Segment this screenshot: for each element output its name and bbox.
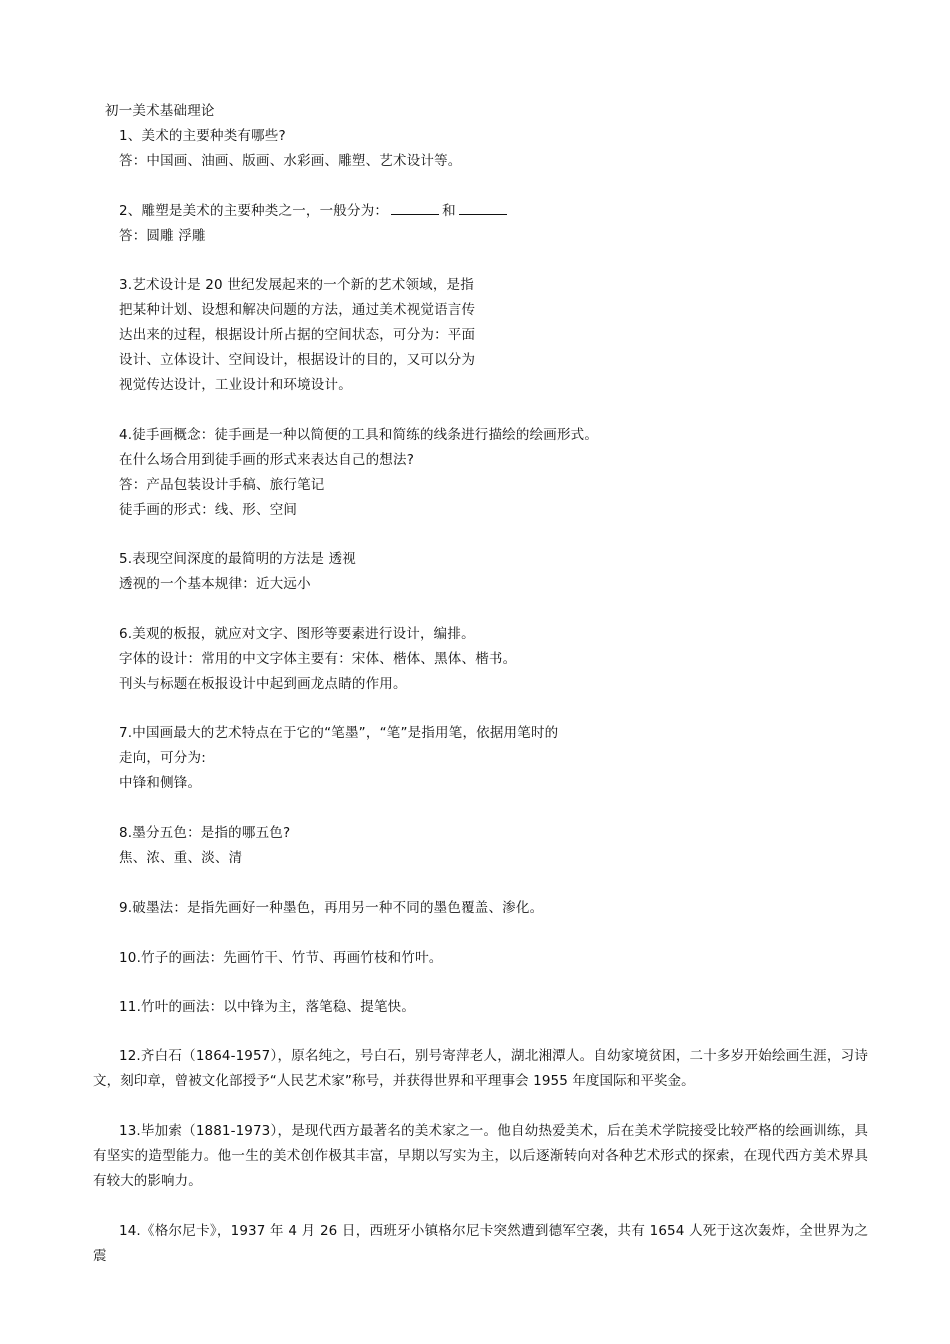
q2-question-start: 2、雕塑是美术的主要种类之一，一般分为： <box>119 203 389 219</box>
q2-answer: 答：圆雕 浮雕 <box>119 228 206 244</box>
q7-line: 7.中国画最大的艺术特点在于它的“笔墨”，“笔”是指用笔，依据用笔时的 <box>119 725 559 741</box>
q4-line: 在什么场合用到徒手画的形式来表达自己的想法? <box>119 452 415 468</box>
q12-paragraph <box>93 1044 868 1094</box>
q8-line: 8.墨分五色：是指的哪五色? <box>119 825 291 841</box>
q4-line: 徒手画的形式：线、形、空间 <box>119 502 298 518</box>
q11-text: 11.竹叶的画法：以中锋为主，落笔稳、提笔快。 <box>119 999 416 1015</box>
blank-line-1 <box>391 202 439 215</box>
q13-text: 13.毕加索（1881-1973），是现代西方最著名的美术家之一。他自幼热爱美术，后在美术学院接受比较严格的绘画训练，具有坚实的造型能力。他一生的美术创作极其丰富，早期以写实为主，以后逐渐转向对各种艺术形式的探索，在现代西方美术界具有较大的影响力。 <box>93 1123 868 1189</box>
q8-line: 焦、浓、重、淡、清 <box>119 850 243 866</box>
q10-text: 10.竹子的画法：先画竹干、竹节、再画竹枝和竹叶。 <box>119 950 443 966</box>
q3-line: 视觉传达设计，工业设计和环境设计。 <box>119 377 352 393</box>
q7-line: 走向，可分为: <box>119 750 206 766</box>
q2-question <box>119 201 510 221</box>
q3-line: 3.艺术设计是 20 世纪发展起来的一个新的艺术领域，是指 <box>119 277 474 293</box>
document-title: 初一美术基础理论 <box>105 103 215 119</box>
q14-text: 14.《格尔尼卡》，1937 年 4 月 26 日，西班牙小镇格尔尼卡突然遭到德军空袭，共有 1654 人死于这次轰炸，全世界为之震 <box>93 1223 868 1264</box>
q3-line: 把某种计划、设想和解决问题的方法，通过美术视觉语言传 <box>119 302 476 318</box>
q6-line: 刊头与标题在板报设计中起到画龙点睛的作用。 <box>119 676 407 692</box>
q3-line: 设计、立体设计、空间设计，根据设计的目的，又可以分为 <box>119 352 476 368</box>
q5-line: 5.表现空间深度的最简明的方法是 透视 <box>119 551 356 567</box>
q1-question: 1、美术的主要种类有哪些? <box>119 128 286 144</box>
q13-paragraph <box>93 1119 868 1194</box>
q2-question-and: 和 <box>442 203 456 219</box>
q4-line: 4.徒手画概念：徒手画是一种以简便的工具和简练的线条进行描绘的绘画形式。 <box>119 427 599 443</box>
q1-answer: 答：中国画、油画、版画、水彩画、雕塑、艺术设计等。 <box>119 153 462 169</box>
q6-line: 字体的设计：常用的中文字体主要有：宋体、楷体、黑体、楷书。 <box>119 651 517 667</box>
q12-text: 12.齐白石（1864-1957），原名纯之，号白石，别号寄萍老人，湖北湘潭人。自幼家境贫困，二十多岁开始绘画生涯，习诗文，刻印章，曾被文化部授予“人民艺术家”称号，并获得世界和平理事会 1955 年度国际和平奖金。 <box>93 1048 868 1089</box>
q3-line: 达出来的过程，根据设计所占据的空间状态，可分为：平面 <box>119 327 476 343</box>
q14-paragraph <box>93 1219 868 1264</box>
blank-line-2 <box>459 202 507 215</box>
q5-line: 透视的一个基本规律：近大远小 <box>119 576 311 592</box>
q6-line: 6.美观的板报，就应对文字、图形等要素进行设计，编排。 <box>119 626 475 642</box>
q9-text: 9.破墨法：是指先画好一种墨色，再用另一种不同的墨色覆盖、渗化。 <box>119 900 544 916</box>
q7-line: 中锋和侧锋。 <box>119 775 202 791</box>
q4-line: 答：产品包装设计手稿、旅行笔记 <box>119 477 325 493</box>
